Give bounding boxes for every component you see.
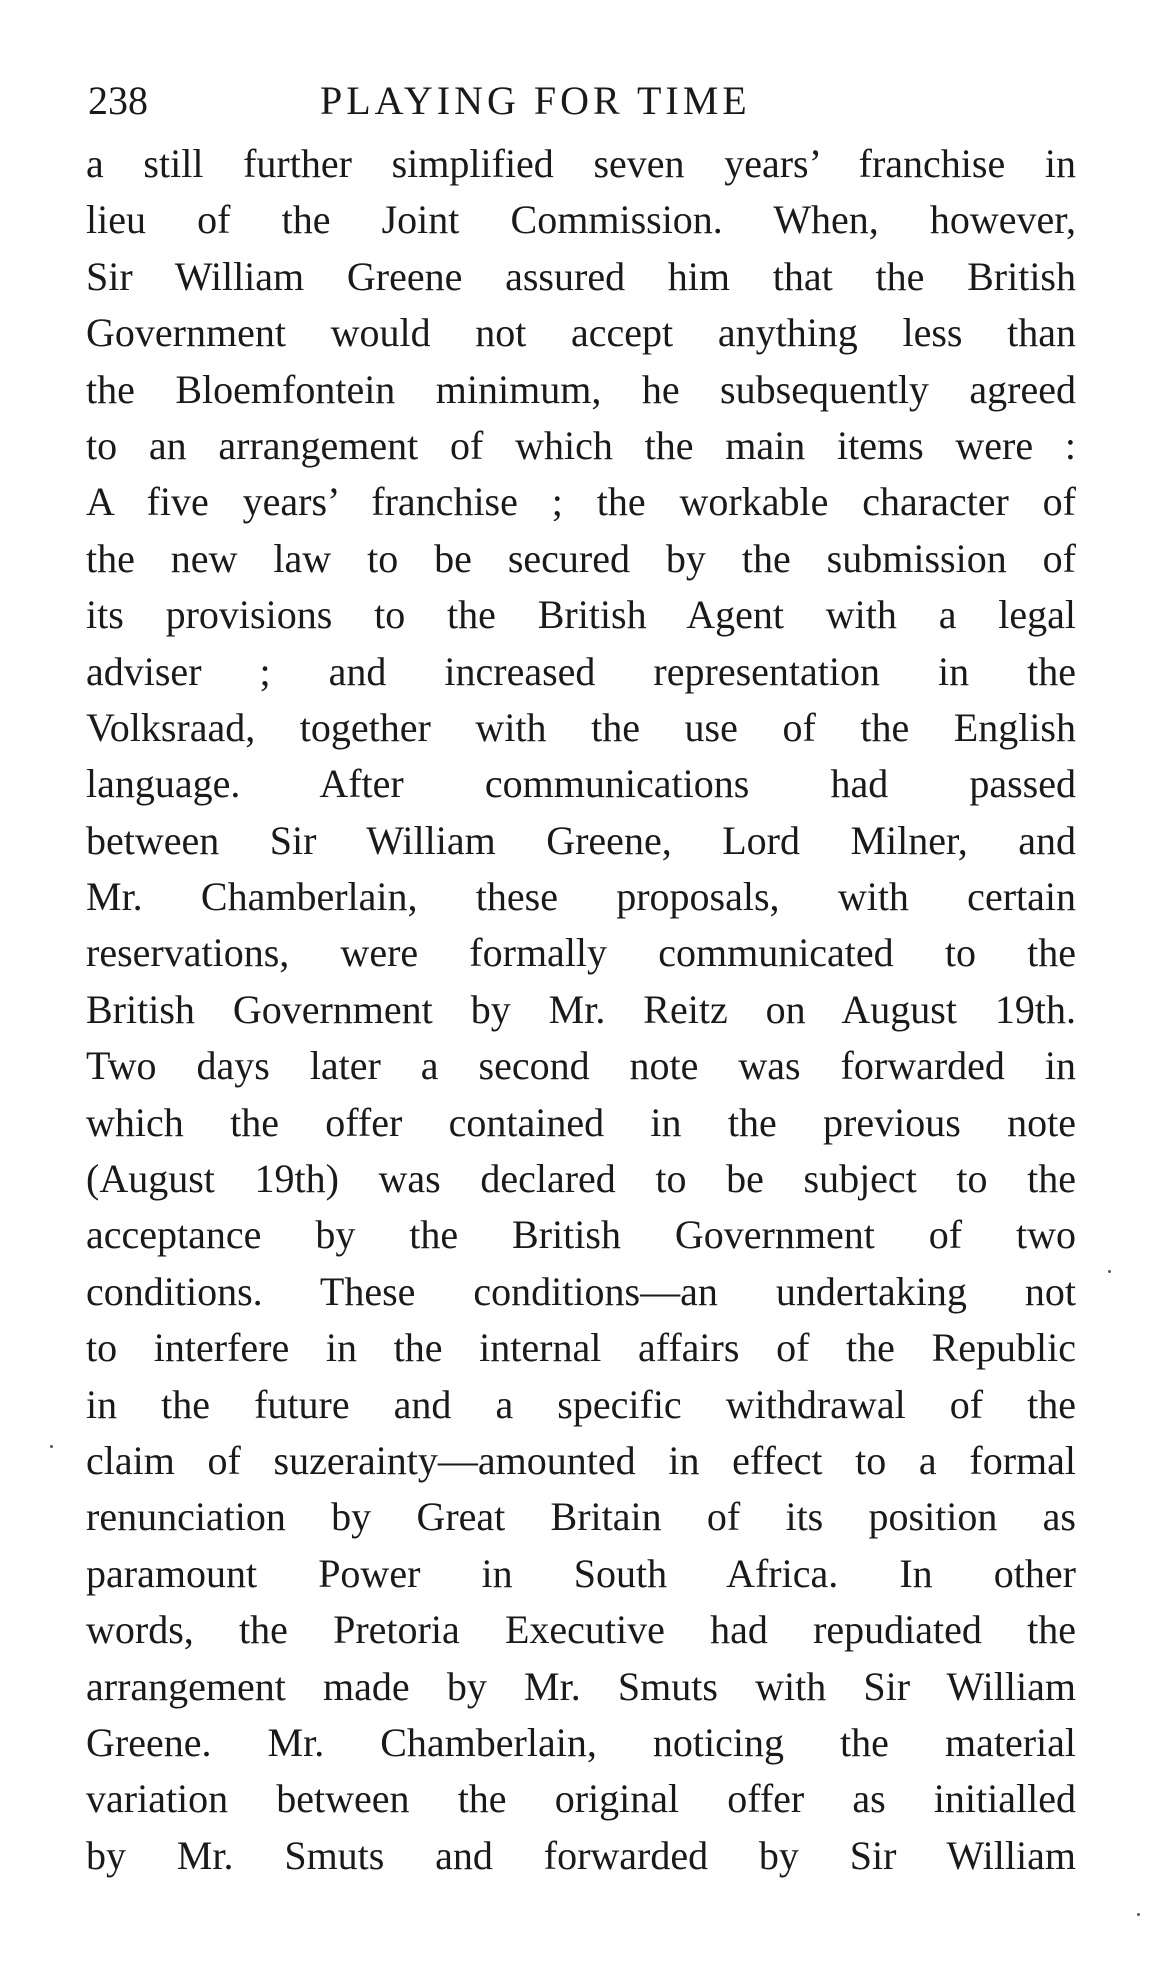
page-number: 238 [88, 78, 148, 123]
running-title: PLAYING FOR TIME [320, 78, 751, 123]
text-line: by Mr. Smuts and forwarded by Sir William [86, 1832, 1076, 1878]
text-line: conditions. These conditions—an undertaking not [86, 1268, 1076, 1314]
text-line: a still further simplified seven years’ franchise in [86, 141, 1076, 186]
text-line: in the future and a specific withdrawal of the [86, 1381, 1076, 1427]
text-line: paramount Power in South Africa. In other [86, 1550, 1076, 1596]
text-line: Government would not accept anything less than [86, 310, 1076, 356]
text-line: Volksraad, together with the use of the English [86, 704, 1076, 750]
text-line: reservations, were formally communicated to the [86, 930, 1076, 976]
text-line: adviser ; and increased representation in the [86, 648, 1076, 694]
text-line: Sir William Greene assured him that the British [86, 253, 1076, 299]
running-head [88, 76, 1076, 126]
text-line: words, the Pretoria Executive had repudiated the [86, 1607, 1076, 1653]
text-line: claim of suzerainty—amounted in effect to a formal [86, 1437, 1076, 1483]
text-line: A five years’ franchise ; the workable character of [86, 479, 1076, 525]
text-line: renunciation by Great Britain of its position as [86, 1494, 1076, 1540]
scan-speck [1108, 1270, 1111, 1273]
text-line: lieu of the Joint Commission. When, however, [86, 197, 1076, 243]
text-line: the new law to be secured by the submission of [86, 535, 1076, 581]
body-text [86, 136, 1076, 1884]
text-line: the Bloemfontein minimum, he subsequently agreed [86, 366, 1076, 412]
scan-speck [50, 1445, 53, 1448]
text-line: language. After communications had passed [86, 761, 1076, 807]
text-line: to interfere in the internal affairs of the Republic [86, 1325, 1076, 1371]
text-line: its provisions to the British Agent with a legal [86, 592, 1076, 638]
text-line: which the offer contained in the previous note [86, 1099, 1076, 1145]
text-line: to an arrangement of which the main items were : [86, 422, 1076, 468]
text-line: acceptance by the British Government of two [86, 1212, 1076, 1258]
scan-speck [1137, 1913, 1140, 1916]
text-line: between Sir William Greene, Lord Milner, and [86, 817, 1076, 863]
text-line: Greene. Mr. Chamberlain, noticing the material [86, 1719, 1076, 1765]
text-line: arrangement made by Mr. Smuts with Sir William [86, 1663, 1076, 1709]
text-line: British Government by Mr. Reitz on August 19th. [86, 986, 1076, 1032]
text-line: (August 19th) was declared to be subject to the [86, 1156, 1076, 1202]
text-line: Two days later a second note was forwarded in [86, 1043, 1076, 1089]
text-line: variation between the original offer as initialled [86, 1776, 1076, 1822]
text-line: Mr. Chamberlain, these proposals, with certain [86, 874, 1076, 920]
